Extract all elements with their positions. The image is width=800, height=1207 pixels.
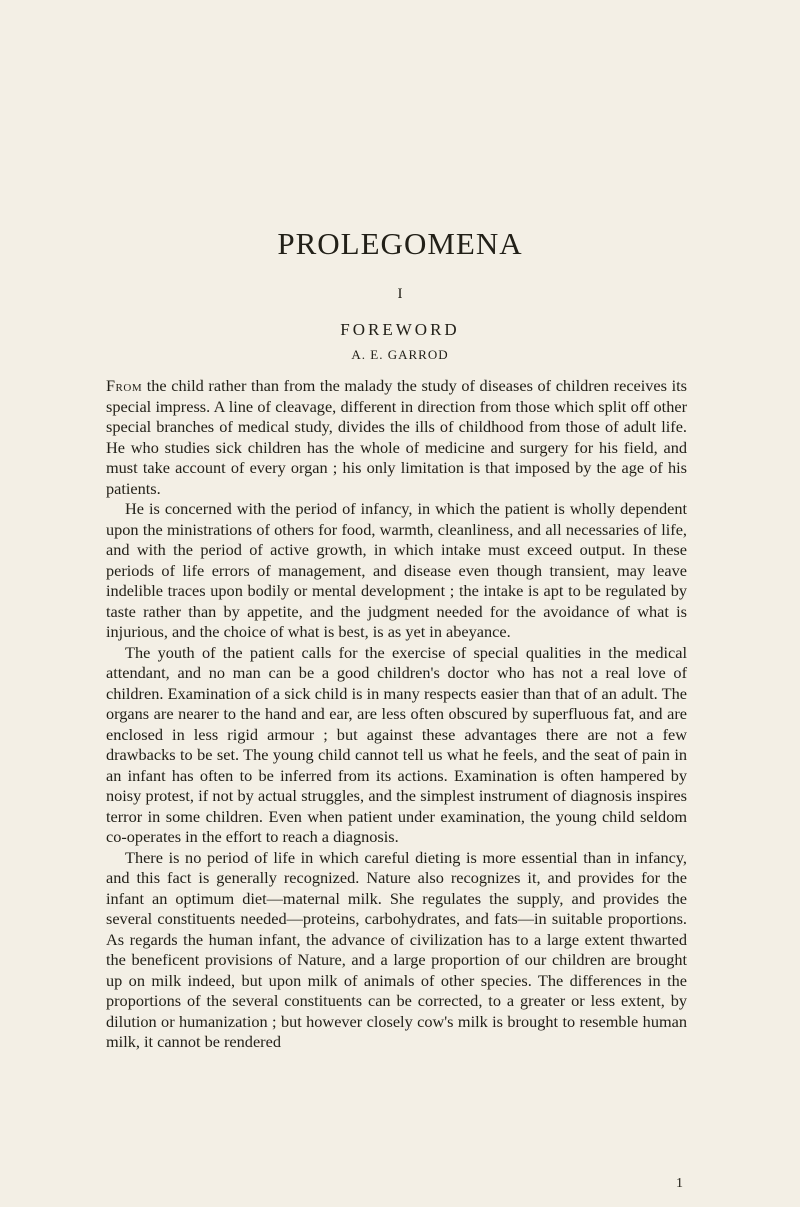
page-title: PROLEGOMENA xyxy=(277,226,523,261)
section-numeral: I xyxy=(397,286,403,302)
paragraph xyxy=(106,376,687,499)
body-text xyxy=(106,376,687,1053)
paragraph-text: the child rather than from the malady the study of diseases of children receives its special impress. A line of cleavage, different in direction from those which split off other special branches of medical study, divides the ills of childhood from those of adult life. He who studies sick children has the whole of medicine and surgery for his field, and must take account of every organ ; his only limitation is that imposed by the age of his patients. xyxy=(106,376,687,498)
section-heading: FOREWORD xyxy=(340,320,460,339)
paragraph: He is concerned with the period of infancy, in which the patient is wholly dependent upon the ministrations of others for food, warmth, cleanliness, and all necessaries of life, and with the period of active growth, in which intake must exceed output. In these periods of life errors of management, and disease even though transient, may leave indelible traces upon bodily or mental development ; the intake is apt to be regulated by taste rather than by appetite, and the judgment needed for the avoidance of what is injurious, and the choice of what is best, is as yet in abeyance. xyxy=(106,499,687,641)
paragraph: There is no period of life in which careful dieting is more essential than in infancy, and this fact is generally recognized. Nature also recognizes it, and provides for the infant an optimum diet—maternal milk. She regulates the supply, and provides the several constituents needed—proteins, carbohydrates, and fats—in suitable proportions. As regards the human infant, the advance of civilization has to a large extent thwarted the beneficent provisions of Nature, and a large proportion of our children are brought up on milk indeed, but upon milk of animals of other species. The differences in the proportions of the several constituents can be corrected, to a greater or less extent, by dilution or humanization ; but however closely cow's milk is brought to resemble human milk, it cannot be rendered xyxy=(106,847,687,1051)
paragraph: The youth of the patient calls for the exercise of special qualities in the medical attendant, and no man can be a good children's doctor who has not a real love of children. Examination of a sick child is in many respects easier than that of an adult. The organs are nearer to the hand and ear, are less often obscured by superfluous fat, and are enclosed in less rigid armour ; but against these advantages there are not a few drawbacks to be set. The young child cannot tell us what he feels, and the seat of pain in an infant has often to be inferred from its actions. Examination is often hampered by noisy protest, if not by actual struggles, and the simplest instrument of diagnosis inspires terror in some children. Even when patient under examination, the young child seldom co-operates in the effort to reach a diagnosis. xyxy=(106,642,687,846)
page-number: 1 xyxy=(676,1176,683,1191)
author-name: A. E. GARROD xyxy=(351,347,449,362)
drop-word: From xyxy=(106,376,143,395)
